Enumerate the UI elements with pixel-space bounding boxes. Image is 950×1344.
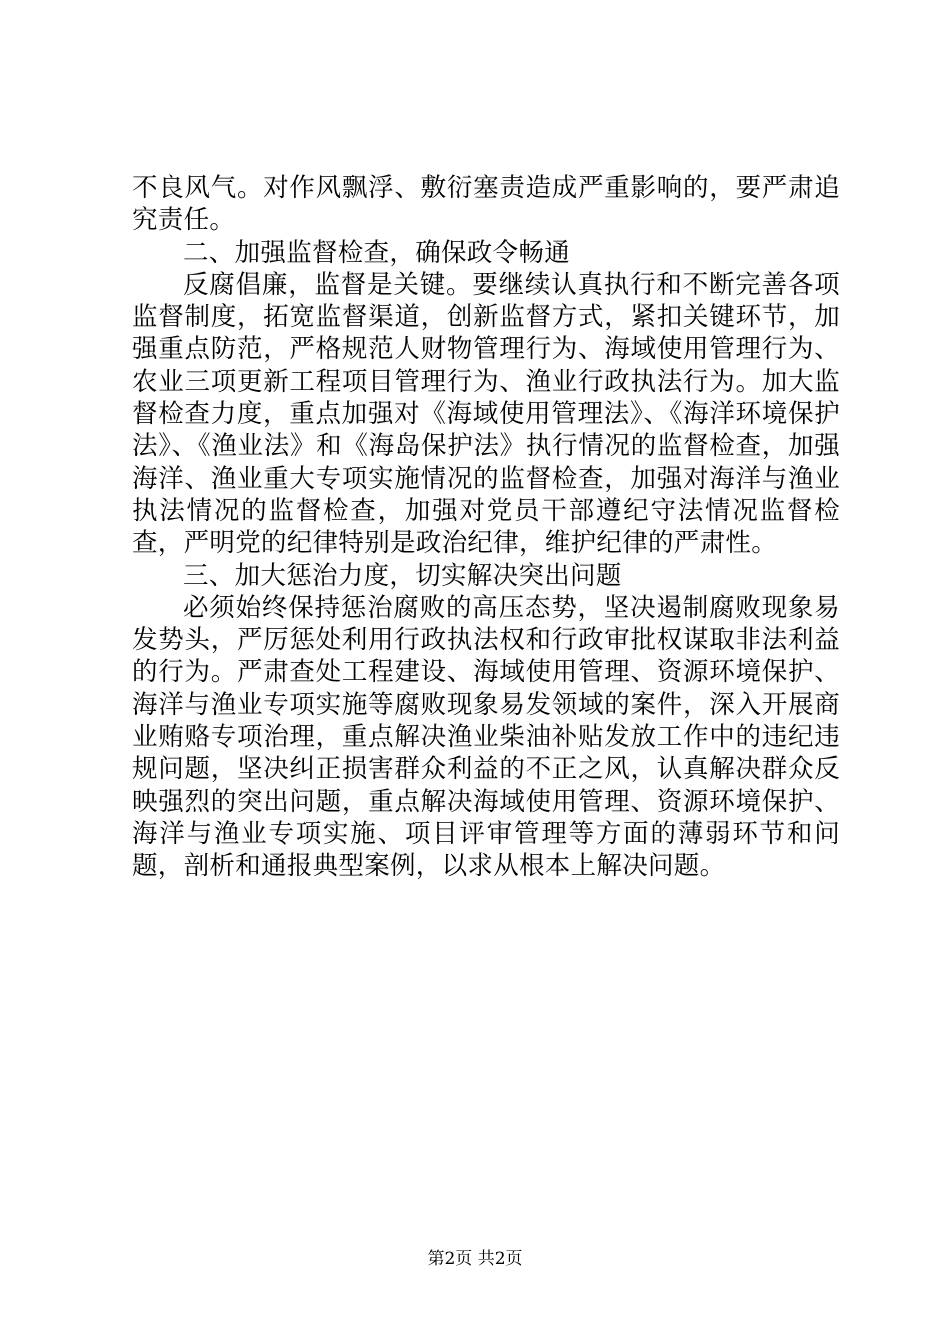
paragraph-punishment: 必须始终保持惩治腐败的高压态势，坚决遏制腐败现象易发势头，严厉惩处利用行政执法权和行政审批权谋取非法利益的行为。严肃查处工程建设、海域使用管理、资源环境保护、海洋与渔业专项实施等腐败现象易发领域的案件，深入开展商业贿赂专项治理，重点解决渔业柴油补贴发放工作中的违纪违规问题，坚决纠正损害群众利益的不正之风，认真解决群众反映强烈的突出问题，重点解决海域使用管理、资源环境保护、海洋与渔业专项实施、项目评审管理等方面的薄弱环节和问题，剖析和通报典型案例，以求从根本上解决问题。 [132,592,840,882]
document-body [132,172,840,883]
page-footer [0,1248,950,1270]
page-number: 第2页 共2页 [427,1249,523,1269]
section-heading-3: 三、加大惩治力度，切实解决突出问题 [183,560,622,591]
section-heading-2: 二、加强监督检查，确保政令畅通 [183,237,571,268]
paragraph-continuation: 不良风气。对作风飘浮、敷衍塞责造成严重影响的，要严肃追究责任。 [132,173,840,236]
paragraph-supervision: 反腐倡廉，监督是关键。要继续认真执行和不断完善各项监督制度，拓宽监督渠道，创新监督方式，紧扣关键环节，加强重点防范，严格规范人财物管理行为、海域使用管理行为、农业三项更新工程项目管理行为、渔业行政执法行为。加大监督检查力度，重点加强对《海域使用管理法》、《海洋环境保护法》、《渔业法》和《海岛保护法》执行情况的监督检查，加强海洋、渔业重大专项实施情况的监督检查，加强对海洋与渔业执法情况的监督检查，加强对党员干部遵纪守法情况监督检查，严明党的纪律特别是政治纪律，维护纪律的严肃性。 [132,269,840,559]
